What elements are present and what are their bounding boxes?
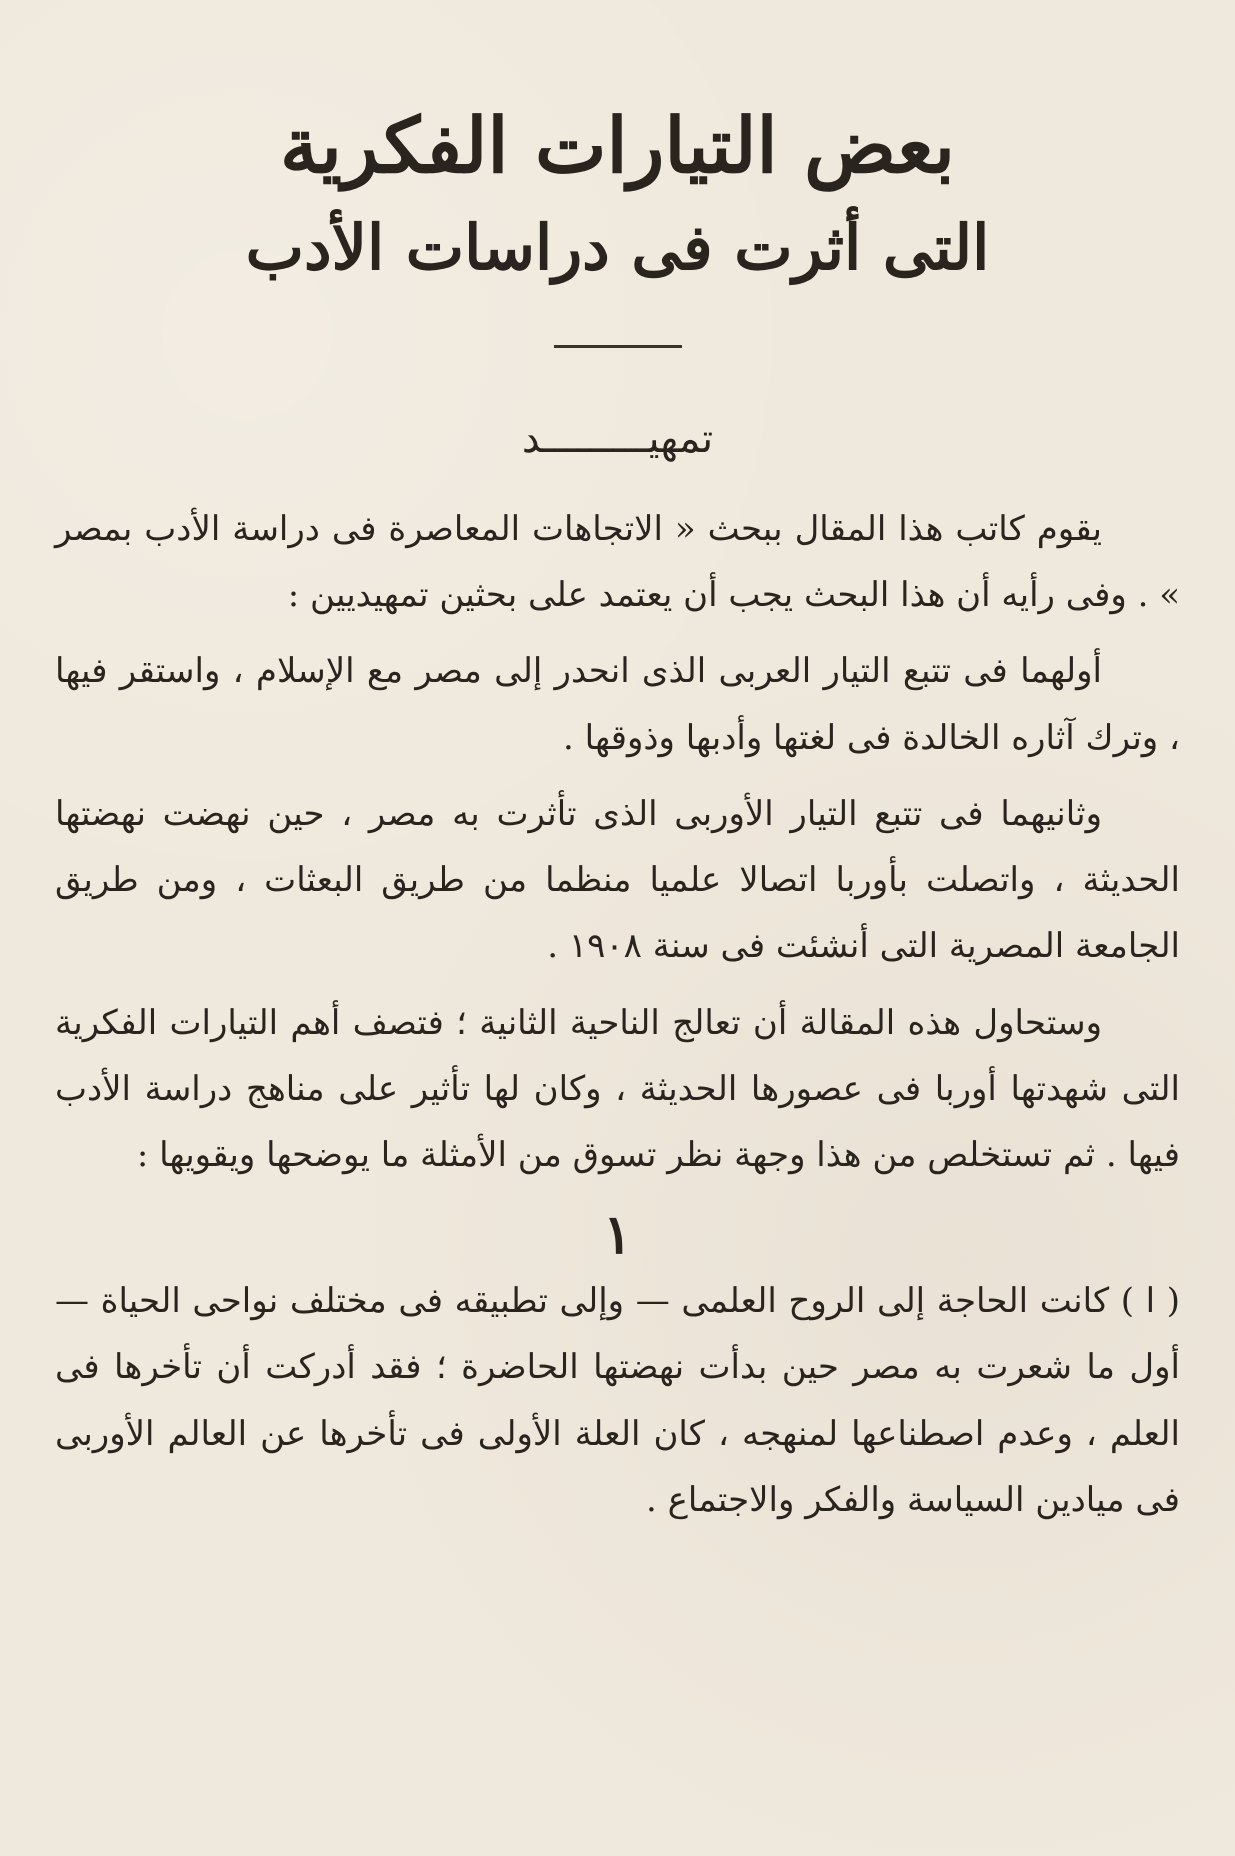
body-paragraph-1: يقوم كاتب هذا المقال ببحث « الاتجاهات المعاصرة فى دراسة الأدب بمصر » . وفى رأيه أن هذا البحث يجب أن يعتمد على بحثين تمهيديين : — [55, 508, 1180, 615]
section-heading: تمهيـــــــــد — [521, 415, 714, 462]
body-paragraph-4: وستحاول هذه المقالة أن تعالج الناحية الثانية ؛ فتصف أهم التيارات الفكرية التى شهدتها أوربا فى عصورها الحديثة ، وكان لها تأثير على مناهج دراسة الأدب فيها . ثم تستخلص من هذا وجهة نظر تسوق من الأمثلة ما يوضحها ويقويها : — [55, 1002, 1180, 1176]
document-subtitle: التى أثرت فى دراسات الأدب — [245, 211, 990, 285]
subsection-paragraph: ( ا ) كانت الحاجة إلى الروح العلمى — وإلى تطبيقه فى مختلف نواحى الحياة — أول ما شعرت به مصر حين بدأت نهضتها الحاضرة ؛ فقد أدركت أن تأخرها فى العلم ، وعدم اصطناعها لمنهجه ، كان العلة الأولى فى تأخرها عن العالم الأوربى فى ميادين السياسة والفكر والاجتماع . — [55, 1281, 1180, 1520]
document-body — [55, 496, 1180, 1534]
document-title: بعض التيارات الفكرية — [279, 101, 956, 190]
title-divider — [554, 345, 682, 348]
title-block — [55, 100, 1180, 287]
body-paragraph-3: وثانيهما فى تتبع التيار الأوربى الذى تأثرت به مصر ، حين نهضت نهضتها الحديثة ، واتصلت بأوربا اتصالا علميا منظما من طريق البعثات ، ومن طريق الجامعة المصرية التى أنشئت فى سنة ١٩٠٨ . — [55, 793, 1180, 967]
section-number: ١ — [602, 1201, 632, 1266]
body-paragraph-2: أولهما فى تتبع التيار العربى الذى انحدر إلى مصر مع الإسلام ، واستقر فيها ، وترك آثاره الخالدة فى لغتها وأدبها وذوقها . — [55, 651, 1180, 758]
